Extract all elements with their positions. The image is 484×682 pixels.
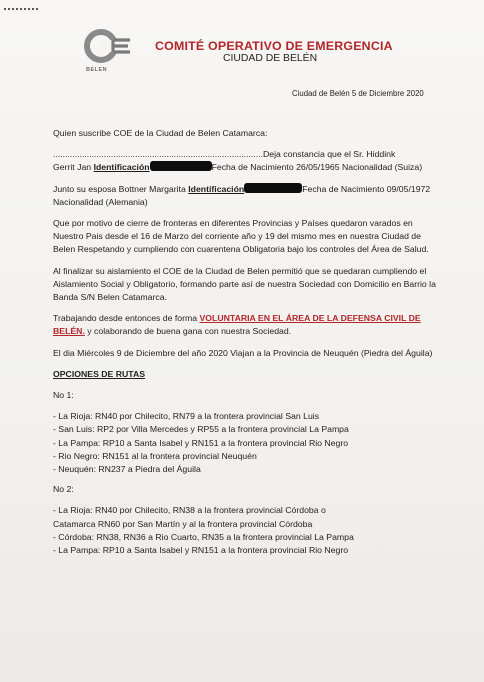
isolation-paragraph: Al finalizar su aislamiento el COE de la Ciudad de Belen permitió que se quedaran cumpliendo el Aislamiento Social y Obligatorio, formando parte así de nuestra Sociedad con Domicilio en Barrio la Banda S/N Belen Catamarca. (53, 265, 436, 303)
volunteer-text-b: y colaborando de buena gana con nuestra Sociedad. (84, 326, 292, 337)
person-1-details: Fecha de Nacimiento 26/05/1965 Nacionalidad (Suiza) (211, 162, 423, 173)
route-item: - San Luis: RP2 por Villa Mercedes y RP55 a la frontera provincial La Pampa (53, 424, 349, 435)
redaction-block (244, 183, 302, 193)
travel-paragraph: El dia Miércoles 9 de Diciembre del año 2020 Viajan a la Provincia de Neuquén (Piedra del Águila) (53, 347, 433, 358)
route-list-1 (53, 410, 445, 476)
document-title: COMITÉ OPERATIVO DE EMERGENCIA (155, 39, 393, 53)
corner-mark (4, 8, 38, 13)
route-item: - Neuquén: RN237 a Piedra del Águila (53, 464, 201, 475)
route-item: - La Pampa: RP10 a Santa Isabel y RN151 a la frontera provincial Rio Negro (53, 545, 349, 556)
id-label-1: Identificación (93, 162, 150, 173)
person-1-paragraph (53, 148, 445, 174)
volunteer-text-a: Trabajando desde entonces de forma (53, 313, 200, 324)
person-2-details: Fecha de Nacimiento 09/05/1972 Nacionalidad (Alemania) (53, 183, 431, 207)
route-item: - La Rioja: RN40 por Chilecito, RN79 a la frontera provincial San Luis (53, 411, 320, 422)
intro-paragraph: Quien suscribe COE de la Ciudad de Belen Catamarca: (53, 128, 268, 138)
person-2-name: Junto su esposa Bottner Margarita (53, 183, 189, 194)
route-item: Catamarca RN60 por San Martín y al la frontera provincial Córdoba (53, 518, 313, 529)
routes-heading: OPCIONES DE RUTAS (53, 368, 146, 379)
letter-body (53, 127, 445, 564)
person-2-paragraph (53, 183, 445, 209)
route-item: - La Rioja: RN40 por Chilecito, RN38 a la frontera provincial Córdoba o (53, 505, 326, 516)
document-subtitle: CIUDAD DE BELÉN (223, 53, 318, 64)
id-label-2: Identificación (188, 183, 245, 194)
route-group-label: No 1: (53, 390, 74, 401)
route-item: - Rio Negro: RN151 al la frontera provincial Neuquén (53, 450, 257, 461)
route-item: - Córdoba: RN38, RN36 a Rio Cuarto, RN35 a la frontera provincial La Pampa (53, 531, 354, 542)
person-1-name: Gerrit Jan (53, 162, 94, 173)
logo-caption: BELEN (86, 67, 108, 73)
route-item: - La Pampa: RP10 a Santa Isabel y RN151 a la frontera provincial Rio Negro (53, 437, 349, 448)
dotted-lead: .......................................................................................Deja constancia que el Sr. Hiddink (53, 149, 396, 160)
volunteer-paragraph (53, 312, 445, 338)
redaction-block (150, 161, 212, 171)
volunteer-emphasis: VOLUNTARIA EN EL ÁREA DE LA DEFENSA CIVIL DE BELÉN. (53, 313, 421, 337)
route-group-label: No 2: (53, 484, 74, 495)
date-line: Ciudad de Belén 5 de Diciembre 2020 (292, 89, 424, 98)
route-list-2 (53, 504, 445, 557)
circumstances-paragraph: Que por motivo de cierre de fronteras en diferentes Provincias y Países quedaron varados en Nuestro Pais desde el 16 de Marzo del corriente año y 19 del mismo mes en nuestra Ciudad de Belen Respetando y cumpliendo con cuarentena Obligatoria bajo los controles del Área de Salud. (53, 218, 429, 255)
